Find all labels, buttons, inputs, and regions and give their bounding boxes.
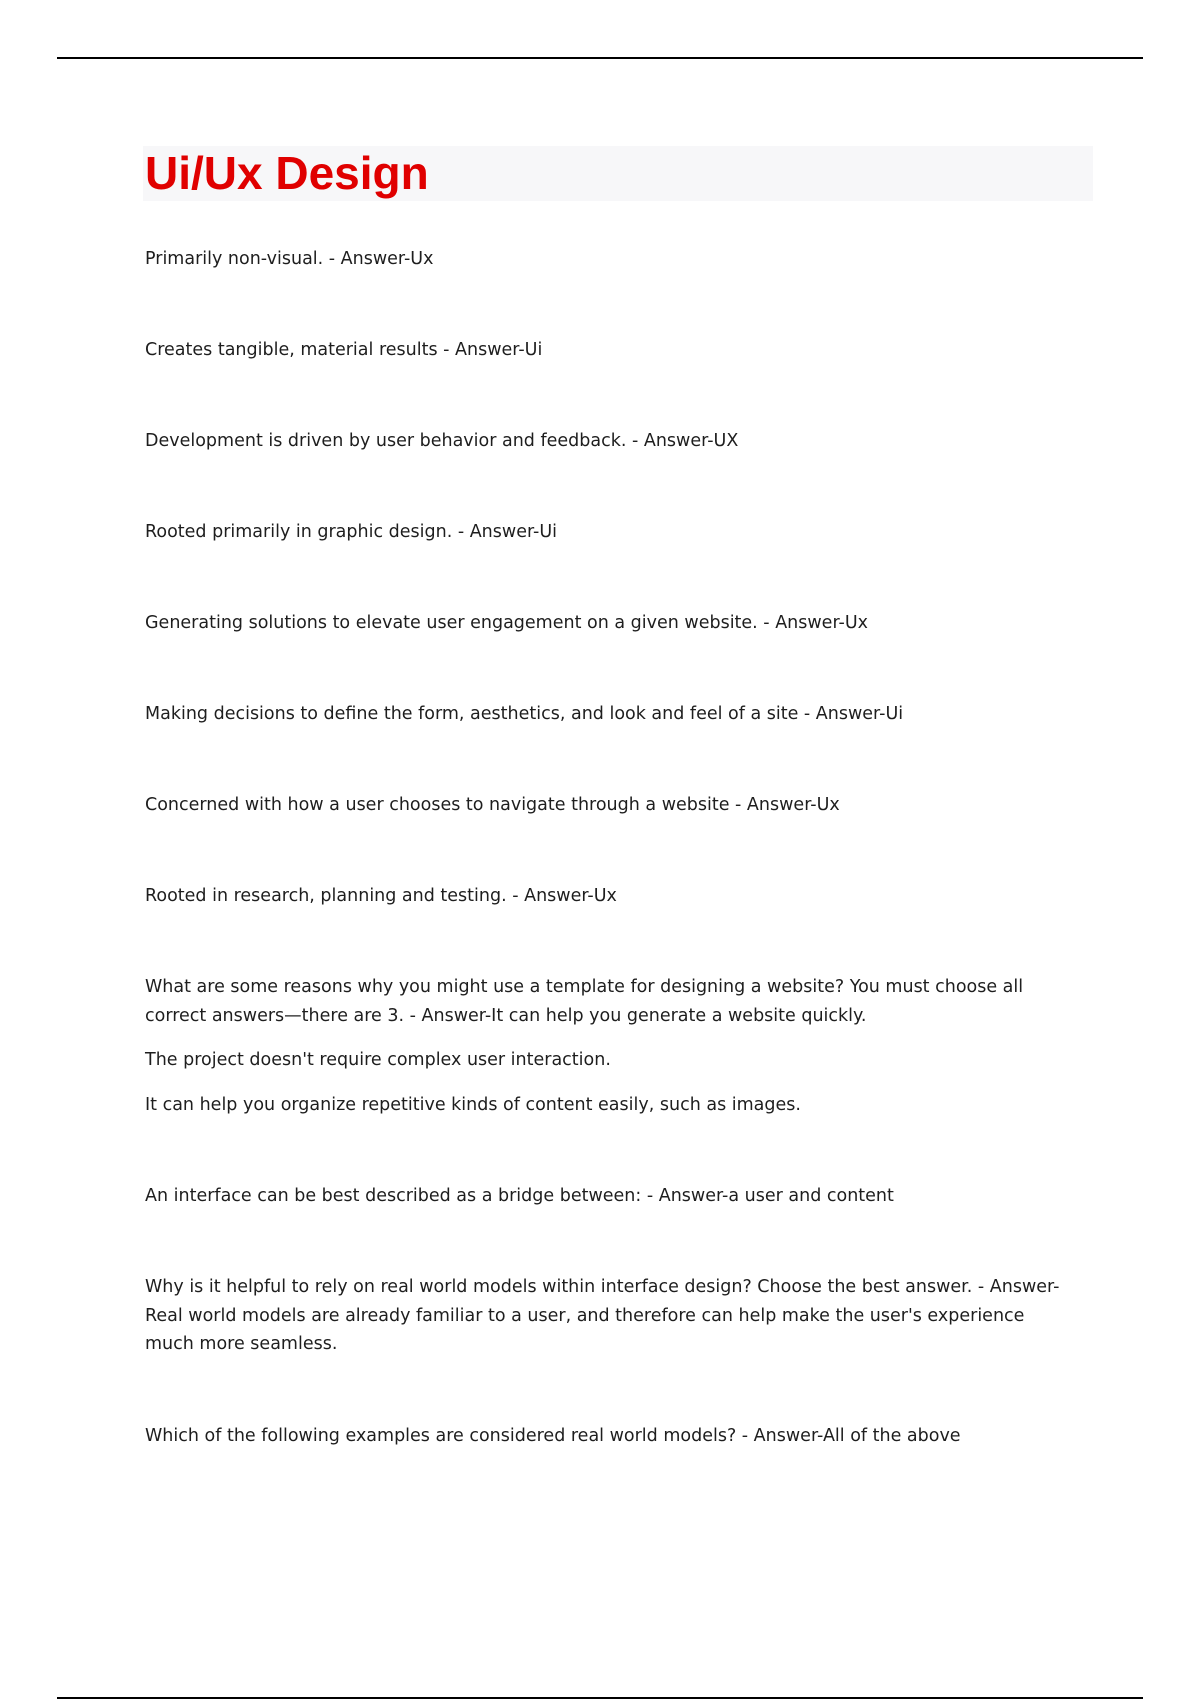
qa-item xyxy=(145,427,1095,456)
qa-text: Primarily non-visual. - Answer-Ux xyxy=(145,249,434,269)
qa-item xyxy=(145,336,1095,365)
qa-item xyxy=(145,882,1095,911)
qa-text: Rooted in research, planning and testing. - Answer-Ux xyxy=(145,886,617,906)
qa-text-line: much more seamless. xyxy=(145,1334,338,1354)
page-title: Ui/Ux Design xyxy=(145,147,429,199)
qa-item xyxy=(145,1046,1095,1075)
qa-text: The project doesn't require complex user interaction. xyxy=(145,1050,611,1070)
qa-item xyxy=(145,700,1095,729)
qa-text-line: correct answers—there are 3. - Answer-It can help you generate a website quickly. xyxy=(145,1005,867,1026)
qa-text: Rooted primarily in graphic design. - Answer-Ui xyxy=(145,522,558,542)
bottom-divider xyxy=(57,1697,1143,1699)
title-banner xyxy=(143,146,1093,201)
qa-item xyxy=(145,245,1095,274)
qa-text-line: What are some reasons why you might use a template for designing a website? You must choose all xyxy=(145,977,1024,997)
qa-item xyxy=(145,1182,1095,1211)
qa-text: Which of the following examples are considered real world models? - Answer-All of the above xyxy=(145,1426,961,1446)
qa-text: Creates tangible, material results - Answer-Ui xyxy=(145,340,543,360)
qa-text: Concerned with how a user chooses to navigate through a website - Answer-Ux xyxy=(145,795,840,815)
qa-text: Generating solutions to elevate user engagement on a given website. - Answer-Ux xyxy=(145,613,869,633)
qa-item xyxy=(145,1091,1095,1120)
qa-item xyxy=(145,791,1095,820)
qa-text: Making decisions to define the form, aesthetics, and look and feel of a site - Answer-Ui xyxy=(145,704,904,724)
qa-item xyxy=(145,973,1095,1030)
qa-text: An interface can be best described as a bridge between: - Answer-a user and content xyxy=(145,1186,894,1206)
qa-item xyxy=(145,518,1095,547)
qa-item xyxy=(145,609,1095,638)
qa-text-line: Real world models are already familiar to a user, and therefore can help make the user's experience xyxy=(145,1305,1025,1326)
qa-item xyxy=(145,1422,1095,1451)
qa-text: Development is driven by user behavior and feedback. - Answer-UX xyxy=(145,431,739,451)
qa-text-line: Why is it helpful to rely on real world models within interface design? Choose the best answer. - Answer- xyxy=(145,1277,1060,1297)
qa-item xyxy=(145,1273,1095,1359)
qa-text: It can help you organize repetitive kinds of content easily, such as images. xyxy=(145,1095,801,1115)
top-divider xyxy=(57,57,1143,59)
